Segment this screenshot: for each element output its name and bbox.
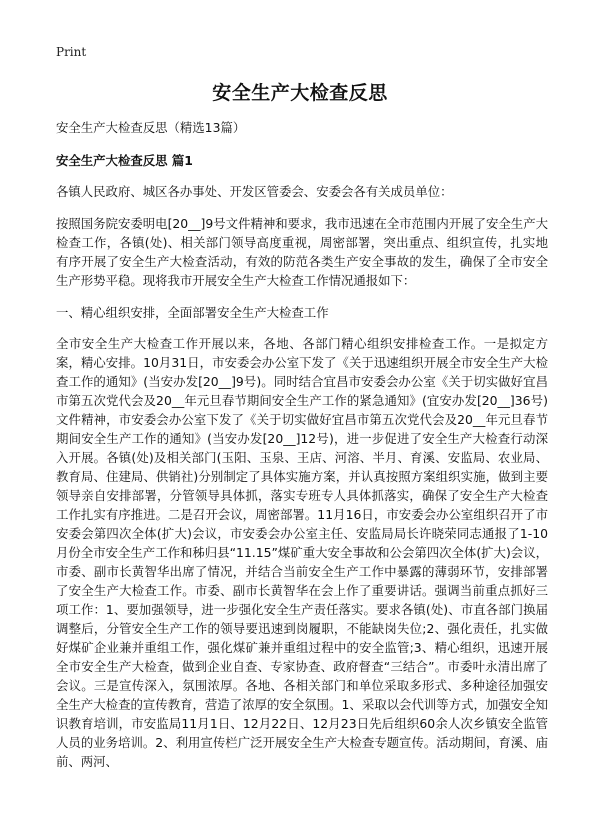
section-heading: 一、精心组织安排，全面部署安全生产大检查工作 (56, 305, 329, 320)
body-paragraph: 全市安全生产大检查工作开展以来，各地、各部门精心组织安排检查工作。一是拟定方案，精心安排。10月31日，市安委会办公室下发了《关于迅速组织开展全市安全生产大检查工作的通知》(当安办发[20__]9号)。同时结合宜昌市安委会办公室《关于切实做好宜昌市第五次党代会及20__年元旦春节期间安全生产工作的紧急通知》(宜安办发[20__]36号)文件精神，市安委会办公室下发了《关于切实做好宜昌市第五次党代会及20__年元旦春节期间安全生产工作的通知》(当安办发[20__]12号)，进一步促进了安全生产大检查行动深入开展。各镇(处)及相关部门(玉阳、玉泉、王店、河溶、半月、育溪、安监局、农业局、教育局、住建局、供销社)分别制定了具体实施方案，并认真按照方案组织实施，做到主要领导亲自安排部署，分管领导具体抓，落实专班专人具体抓落实，确保了安全生产大检查工作扎实有序推进。二是召开会议，周密部署。11月16日，市安委会办公室组织召开了市安委会第四次全体(扩大)会议，市安委会办公室主任、安监局局长许晓荣同志通报了1-10月份全市安全生产工作和秭归县“11.15”煤矿重大安全事故和公会第四次全体(扩大)会议，市委、副市长黄智华出席了情况，并结合当前安全生产工作中暴露的薄弱环节，安排部署了安全生产大检查工作。市委、副市长黄智华在会上作了重要讲话。强调当前重点抓好三项工作：1、要加强领导，进一步强化安全生产责任落实。要求各镇(处)、市直各部门换届调整后，分管安全生产工作的领导要迅速到岗履职，不能缺岗失位;2、强化责任，扎实做好煤矿企业兼并重组工作，强化煤矿兼并重组过程中的安全监管;3、精心组织，迅速开展全市安全生产大检查，做到企业自查、专家协查、政府督查“三结合”。市委叶永清出席了会议。三是宣传深入，氛围浓厚。各地、各相关部门和单位采取多形式、多种途径加强安全生产大检查的宣传教育，营造了浓厚的安全氛围。1、采取以会代训等方式，加强安全知识教育培训，市安监局11月1日、12月22日、12月23日先后组织60余人次乡镇安全监管人员的业务培训。2、利用宣传栏广泛开展安全生产大检查专题宣传。活动期间，育溪、庙前、两河、 (56, 336, 548, 769)
salutation: 各镇人民政府、城区各办事处、开发区管委会、安委会各有关成员单位： (56, 184, 453, 199)
document-subtitle: 安全生产大检查反思（精选13篇） (56, 120, 246, 135)
section-title: 安全生产大检查反思 篇1 (56, 153, 193, 168)
document-body (56, 118, 548, 771)
document-title: 安全生产大检查反思 (212, 82, 388, 104)
print-link[interactable]: Print (56, 45, 87, 59)
intro-paragraph: 按照国务院安委明电[20__]9号文件精神和要求，我市迅速在全市范围内开展了安全生产大检查工作，各镇(处)、相关部门领导高度重视，周密部署，突出重点、组织宣传，扎实地有序开展了安全生产大检查活动，有效的防范各类生产安全事故的发生，确保了全市安全生产形势平稳。现将我市开展安全生产大检查工作情况通报如下： (56, 216, 548, 288)
